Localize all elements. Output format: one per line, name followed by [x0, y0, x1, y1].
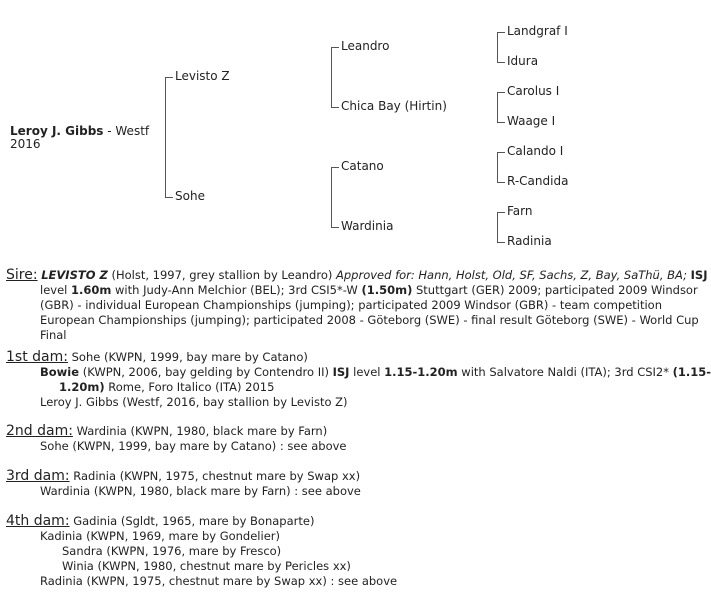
- sire-text: Stuttgart (GER) 2009; participated 2009 Windsor: [412, 283, 698, 297]
- offspring-height: 1.20m): [59, 380, 105, 394]
- subject-horse: [10, 124, 149, 138]
- connector-line: [331, 47, 339, 48]
- dam3-heading: 3rd dam:: [6, 468, 70, 484]
- connector-line: [497, 32, 498, 63]
- offspring-text: Sohe (KWPN, 1999, bay mare by Catano) : see above: [40, 439, 347, 453]
- offspring-isj: ISJ: [332, 365, 350, 379]
- connector-line: [331, 47, 332, 108]
- offspring-text: Leroy J. Gibbs (Westf, 2016, bay stallion by Levisto Z): [40, 395, 348, 409]
- offspring-text: Winia (KWPN, 1980, chestnut mare by Pericles xx): [62, 559, 351, 573]
- sire-approvals: Approved for: Hann, Holst, Old, SF, Sachs, Z, Bay, SaThü, BA;: [336, 268, 687, 282]
- dam3-text: Radinia (KWPN, 1975, chestnut mare by Swap xx): [73, 469, 361, 483]
- connector-line: [165, 197, 173, 198]
- dam4-section: [6, 514, 662, 589]
- offspring-text: Rome, Foro Italico (ITA) 2015: [104, 380, 275, 394]
- connector-line: [497, 62, 505, 63]
- great-grandparent: R-Candida: [507, 174, 569, 188]
- offspring-text: Radinia (KWPN, 1975, chestnut mare by Swap xx) : see above: [40, 574, 398, 588]
- dam4-heading: 4th dam:: [6, 513, 70, 529]
- dam-node: Sohe: [175, 189, 205, 203]
- offspring-height: (1.15-: [672, 365, 711, 379]
- grandsire-paternal: Leandro: [341, 39, 390, 53]
- connector-line: [331, 107, 339, 108]
- offspring-text: (KWPN, 2006, bay gelding by Contendro II): [79, 365, 333, 379]
- connector-line: [497, 92, 498, 123]
- offspring-text: level: [349, 365, 385, 379]
- sire-details: (Holst, 1997, grey stallion by Leandro): [107, 268, 336, 282]
- sire-name: LEVISTO Z: [41, 268, 108, 282]
- offspring-text: Kadinia (KWPN, 1969, mare by Gondelier): [40, 529, 280, 543]
- connector-line: [331, 167, 339, 168]
- dam2-section: [6, 424, 662, 454]
- connector-line: [497, 32, 505, 33]
- offspring-text: Sandra (KWPN, 1976, mare by Fresco): [62, 544, 282, 558]
- great-grandparent: Carolus I: [507, 84, 560, 98]
- sire-section: [6, 267, 708, 343]
- sire-node: Levisto Z: [175, 69, 230, 83]
- sire-text: level: [40, 283, 72, 297]
- great-grandparent: Farn: [507, 204, 533, 218]
- great-grandparent: Idura: [507, 54, 539, 68]
- sire-text: with Judy-Ann Melchior (BEL); 3rd CSI5*-W: [111, 283, 362, 297]
- dam1-heading: 1st dam:: [6, 349, 68, 365]
- offspring-name: Bowie: [40, 365, 80, 379]
- connector-line: [497, 122, 505, 123]
- dam2-text: Wardinia (KWPN, 1980, black mare by Farn): [76, 424, 328, 438]
- great-grandparent: Waage I: [507, 114, 556, 128]
- offspring-text: with Salvatore Naldi (ITA); 3rd CSI2*: [457, 365, 673, 379]
- connector-line: [331, 227, 339, 228]
- granddam-maternal: Wardinia: [341, 219, 394, 233]
- dam1-text: Sohe (KWPN, 1999, bay mare by Catano): [71, 350, 308, 364]
- connector-line: [497, 152, 505, 153]
- sire-heading: Sire:: [6, 267, 38, 283]
- connector-line: [497, 152, 498, 183]
- sire-text: (GBR) - individual European Championships (jumping); participated 2009 Windsor (GBR) - team competition: [40, 298, 663, 312]
- sire-text: European Championships (jumping); participated 2008 - Göteborg (SWE) - final result Göteborg (SWE) - World Cup: [40, 313, 699, 327]
- connector-line: [497, 92, 505, 93]
- connector-line: [497, 242, 505, 243]
- sire-level: 1.60m: [71, 283, 112, 297]
- dam2-heading: 2nd dam:: [6, 423, 73, 439]
- offspring-level: 1.15-1.20m: [384, 365, 458, 379]
- dam4-text: Gadinia (Sgldt, 1965, mare by Bonaparte): [73, 514, 315, 528]
- connector-line: [165, 77, 173, 78]
- subject-year: 2016: [10, 137, 41, 151]
- connector-line: [165, 77, 166, 198]
- great-grandparent: Calando I: [507, 144, 564, 158]
- subject-breed: - Westf: [103, 124, 150, 138]
- great-grandparent: Radinia: [507, 234, 552, 248]
- connector-line: [497, 212, 505, 213]
- granddam-paternal: Chica Bay (Hirtin): [341, 99, 447, 113]
- sire-height: (1.50m): [361, 283, 413, 297]
- dam3-section: [6, 469, 662, 499]
- sire-isj-label: ISJ: [690, 268, 708, 282]
- connector-line: [497, 212, 498, 243]
- grandsire-maternal: Catano: [341, 159, 384, 173]
- great-grandparent: Landgraf I: [507, 24, 568, 38]
- connector-line: [497, 182, 505, 183]
- subject-name: Leroy J. Gibbs: [10, 124, 104, 138]
- connector-line: [331, 167, 332, 228]
- sire-text: Final: [40, 328, 67, 342]
- offspring-text: Wardinia (KWPN, 1980, black mare by Farn) : see above: [40, 484, 361, 498]
- dam1-section: [6, 349, 711, 410]
